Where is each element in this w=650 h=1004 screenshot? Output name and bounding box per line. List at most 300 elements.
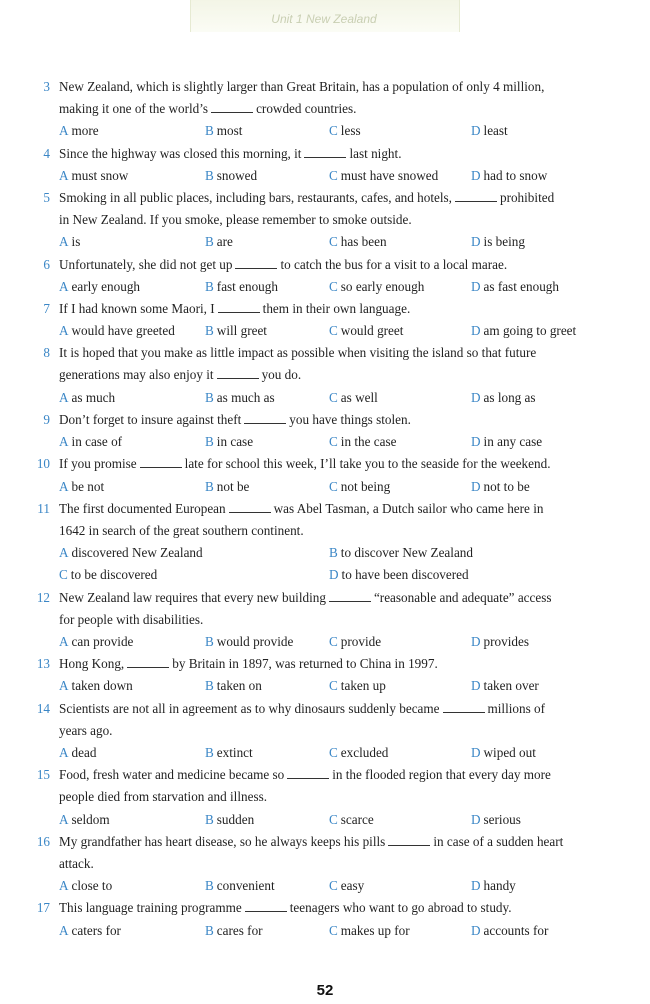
option-text: in case — [216, 434, 254, 450]
text-segment: If I had known some Maori, I — [59, 301, 215, 316]
option-letter: A — [59, 545, 69, 561]
question-text — [59, 76, 621, 120]
question-line — [59, 254, 621, 276]
question-line — [59, 698, 621, 720]
options-row — [59, 165, 619, 187]
question-line — [59, 720, 621, 742]
text-segment: crowded countries. — [256, 101, 357, 116]
option-text: handy — [483, 878, 516, 894]
option-b[interactable] — [329, 542, 473, 564]
option-text: as fast enough — [483, 278, 559, 294]
option-letter: D — [471, 878, 481, 894]
option-d[interactable] — [471, 165, 547, 187]
option-letter: D — [471, 744, 481, 760]
text-segment: It is hoped that you make as little impact as possible when visiting the island so that future — [59, 345, 537, 361]
option-text: in case of — [71, 434, 123, 450]
option-text: is being — [483, 234, 525, 250]
answer-blank — [455, 188, 497, 202]
option-c[interactable] — [329, 231, 387, 253]
option-c[interactable] — [329, 387, 378, 409]
option-letter: A — [59, 234, 69, 250]
option-text: convenient — [216, 878, 275, 894]
option-letter: B — [205, 434, 214, 450]
option-d[interactable] — [471, 387, 536, 409]
option-text: has been — [340, 234, 387, 250]
options-row — [59, 875, 619, 897]
question-number: 13 — [36, 656, 50, 672]
option-letter: C — [329, 678, 338, 694]
text-segment: for people with disabilities. — [59, 611, 204, 627]
option-letter: A — [59, 434, 69, 450]
option-letter: D — [471, 678, 481, 694]
option-letter: C — [329, 922, 338, 938]
option-letter: C — [329, 323, 338, 339]
text-segment: them in their own language. — [262, 301, 411, 316]
option-text: provide — [340, 633, 382, 649]
option-c[interactable] — [329, 276, 424, 298]
unit-title: Unit 1 New Zealand — [271, 12, 377, 26]
option-letter: B — [329, 545, 338, 561]
option-text: excluded — [340, 744, 389, 760]
option-text: taken up — [340, 678, 386, 694]
option-b[interactable] — [205, 231, 233, 253]
option-text: as long as — [483, 389, 536, 405]
option-text: accounts for — [483, 922, 549, 938]
option-text: in any case — [483, 434, 543, 450]
option-c[interactable] — [329, 675, 386, 697]
question-number: 9 — [43, 412, 50, 427]
option-text: cares for — [216, 922, 263, 938]
option-text: to have been discovered — [341, 567, 469, 583]
answer-blank — [304, 144, 346, 158]
text-segment: Hong Kong, — [59, 656, 125, 672]
question-line — [59, 187, 621, 209]
option-d[interactable] — [471, 231, 525, 253]
option-letter: D — [471, 922, 481, 938]
question-line — [59, 520, 621, 542]
option-b[interactable] — [205, 742, 253, 764]
option-b[interactable] — [205, 120, 242, 142]
text-segment: The first documented European — [59, 500, 226, 516]
option-text: to be discovered — [70, 567, 158, 583]
options-row — [59, 120, 619, 142]
option-letter: D — [471, 323, 481, 339]
option-letter: D — [471, 278, 481, 294]
option-text: must snow — [71, 167, 129, 183]
option-letter: C — [329, 434, 338, 450]
option-letter: D — [471, 123, 481, 139]
question-text — [59, 897, 621, 919]
question-text — [59, 298, 621, 320]
answer-blank — [245, 898, 287, 912]
option-text: am going to greet — [483, 323, 577, 339]
answer-blank — [140, 454, 182, 468]
option-letter: A — [59, 633, 69, 649]
option-text: caters for — [71, 922, 121, 938]
text-segment: in the flooded region that every day more — [332, 767, 551, 783]
option-letter: B — [205, 878, 214, 894]
question-number: 16 — [36, 833, 50, 849]
option-text: scarce — [340, 811, 374, 827]
text-segment: making it one of the world’s — [59, 101, 209, 116]
option-letter: A — [59, 811, 69, 827]
option-letter: A — [59, 878, 69, 894]
option-letter: B — [205, 278, 214, 294]
option-text: snowed — [216, 167, 258, 183]
option-text: in the case — [340, 434, 397, 450]
option-text: seldom — [71, 811, 110, 827]
option-letter: B — [205, 167, 214, 183]
answer-blank — [287, 765, 329, 779]
question-number: 7 — [43, 301, 50, 316]
option-text: would greet — [340, 323, 404, 339]
option-a[interactable] — [59, 476, 104, 498]
option-c[interactable] — [329, 809, 374, 831]
question-line — [59, 298, 621, 320]
option-a[interactable] — [59, 742, 96, 764]
option-d[interactable] — [471, 742, 536, 764]
option-text: provides — [483, 633, 529, 649]
text-segment: last night. — [349, 145, 402, 161]
option-a[interactable] — [59, 542, 203, 564]
option-a[interactable] — [59, 276, 140, 298]
text-segment: teenagers who want to go abroad to study. — [289, 900, 512, 916]
answer-blank — [211, 99, 253, 113]
text-segment: Don’t forget to insure against theft — [59, 412, 242, 427]
question-number: 8 — [43, 345, 50, 361]
question-number: 15 — [36, 767, 50, 783]
option-a[interactable] — [59, 875, 112, 897]
option-a[interactable] — [59, 231, 80, 253]
option-text: as much as — [216, 389, 275, 405]
option-a[interactable] — [59, 431, 122, 453]
option-letter: A — [59, 389, 69, 405]
question-line — [59, 897, 621, 919]
option-letter: B — [205, 478, 214, 494]
option-text: extinct — [216, 744, 253, 760]
question-text — [59, 653, 621, 675]
text-segment: in case of a sudden heart — [433, 833, 564, 849]
question-line — [59, 853, 621, 875]
text-segment: New Zealand, which is slightly larger than Great Britain, has a population of only 4 million, — [59, 79, 545, 94]
text-segment: you do. — [261, 367, 302, 383]
option-b[interactable] — [205, 631, 293, 653]
option-a[interactable] — [59, 675, 133, 697]
option-letter: B — [205, 744, 214, 760]
option-letter: B — [205, 234, 214, 250]
option-text: least — [483, 123, 508, 139]
option-letter: A — [59, 678, 69, 694]
option-a[interactable] — [59, 631, 133, 653]
option-letter: C — [329, 878, 338, 894]
option-text: more — [71, 123, 99, 139]
text-segment: you have things stolen. — [289, 412, 411, 427]
option-letter: A — [59, 744, 69, 760]
option-d[interactable] — [471, 809, 521, 831]
question-number: 3 — [43, 79, 50, 94]
option-c[interactable] — [329, 920, 410, 942]
answer-blank — [443, 699, 485, 713]
answer-blank — [235, 255, 277, 269]
text-segment: Food, fresh water and medicine became so — [59, 767, 285, 783]
option-text: not to be — [483, 478, 530, 494]
option-a[interactable] — [59, 920, 121, 942]
option-text: dead — [71, 744, 97, 760]
option-letter: C — [329, 478, 338, 494]
option-letter: A — [59, 478, 69, 494]
option-text: easy — [340, 878, 365, 894]
answer-blank — [229, 499, 271, 513]
option-text: early enough — [71, 278, 141, 294]
option-b[interactable] — [205, 920, 263, 942]
text-segment: to catch the bus for a visit to a local marae. — [280, 256, 508, 272]
page-number: 52 — [316, 982, 334, 999]
question-line — [59, 98, 621, 120]
option-d[interactable] — [471, 431, 542, 453]
option-letter: A — [59, 123, 69, 139]
option-d[interactable] — [329, 564, 469, 586]
answer-blank — [217, 365, 259, 379]
option-text: would have greeted — [71, 323, 175, 339]
text-segment: years ago. — [59, 722, 113, 738]
options-row — [59, 742, 619, 764]
option-c[interactable] — [329, 431, 396, 453]
option-c[interactable] — [329, 631, 381, 653]
option-letter: D — [329, 567, 339, 583]
option-b[interactable] — [205, 875, 275, 897]
option-a[interactable] — [59, 120, 99, 142]
options-row — [59, 631, 619, 653]
text-segment: by Britain in 1897, was returned to China in 1997. — [172, 656, 438, 672]
option-letter: B — [205, 678, 214, 694]
option-letter: A — [59, 323, 69, 339]
question-line — [59, 409, 621, 431]
option-d[interactable] — [471, 276, 559, 298]
option-letter: C — [329, 389, 338, 405]
option-b[interactable] — [205, 165, 257, 187]
text-segment: people died from starvation and illness. — [59, 789, 268, 805]
option-text: less — [340, 123, 361, 139]
text-segment: millions of — [487, 700, 546, 716]
question-text — [59, 453, 621, 475]
text-segment: 1642 in search of the great southern continent. — [59, 522, 304, 538]
option-text: as well — [340, 389, 378, 405]
text-segment: New Zealand law requires that every new building — [59, 589, 326, 605]
text-segment: Unfortunately, she did not get up — [59, 256, 233, 272]
option-c[interactable] — [329, 476, 390, 498]
options-row — [59, 920, 619, 942]
option-a[interactable] — [59, 165, 128, 187]
question-line — [59, 76, 621, 98]
question-text — [59, 187, 621, 231]
question-number: 4 — [43, 145, 50, 161]
option-d[interactable] — [471, 675, 539, 697]
text-segment: Smoking in all public places, including bars, restaurants, cafes, and hotels, — [59, 190, 452, 205]
option-d[interactable] — [471, 631, 529, 653]
text-segment: If you promise — [59, 456, 137, 472]
question-number: 6 — [43, 256, 50, 272]
question-number: 11 — [37, 500, 50, 516]
option-text: not be — [216, 478, 250, 494]
text-segment: in New Zealand. If you smoke, please remember to smoke outside. — [59, 212, 412, 227]
text-segment: My grandfather has heart disease, so he always keeps his pills — [59, 833, 386, 849]
option-letter: D — [471, 478, 481, 494]
question-number: 12 — [36, 589, 50, 605]
option-text: taken on — [216, 678, 262, 694]
text-segment: This language training programme — [59, 900, 242, 916]
option-b[interactable] — [205, 320, 267, 342]
option-text: discovered New Zealand — [71, 545, 203, 561]
option-letter: C — [329, 167, 338, 183]
question-text — [59, 254, 621, 276]
option-text: would provide — [216, 633, 294, 649]
text-segment: attack. — [59, 855, 94, 871]
options-row — [59, 231, 619, 253]
option-text: taken down — [71, 678, 133, 694]
option-text: not being — [340, 478, 391, 494]
option-a[interactable] — [59, 809, 110, 831]
question-number: 17 — [36, 900, 50, 916]
answer-blank — [218, 299, 260, 313]
question-line — [59, 143, 621, 165]
question-text — [59, 587, 621, 631]
option-d[interactable] — [471, 320, 576, 342]
option-c[interactable] — [329, 120, 361, 142]
options-row — [59, 431, 619, 453]
option-a[interactable] — [59, 320, 175, 342]
question-number: 5 — [43, 190, 50, 205]
text-segment: generations may also enjoy it — [59, 367, 214, 383]
options-row — [59, 476, 619, 498]
option-letter: D — [471, 389, 481, 405]
option-c[interactable] — [329, 875, 364, 897]
option-text: be not — [71, 478, 105, 494]
option-text: will greet — [216, 323, 267, 339]
option-letter: C — [59, 567, 68, 583]
option-text: close to — [71, 878, 113, 894]
option-b[interactable] — [205, 809, 254, 831]
option-letter: A — [59, 278, 69, 294]
option-letter: B — [205, 123, 214, 139]
option-c[interactable] — [59, 564, 157, 586]
option-b[interactable] — [205, 276, 278, 298]
options-row — [59, 809, 619, 831]
options-row — [59, 276, 619, 298]
question-text — [59, 498, 621, 542]
option-b[interactable] — [205, 675, 262, 697]
question-text — [59, 409, 621, 431]
question-text — [59, 831, 621, 875]
option-d[interactable] — [471, 875, 516, 897]
question-line — [59, 831, 621, 853]
option-letter: C — [329, 811, 338, 827]
question-text — [59, 698, 621, 742]
text-segment: “reasonable and adequate” access — [373, 589, 552, 605]
option-letter: B — [205, 389, 214, 405]
question-line — [59, 764, 621, 786]
option-text: serious — [483, 811, 521, 827]
option-b[interactable] — [205, 387, 275, 409]
option-text: must have snowed — [340, 167, 439, 183]
option-letter: A — [59, 167, 69, 183]
question-text — [59, 143, 621, 165]
question-text — [59, 342, 621, 386]
option-d[interactable] — [471, 920, 548, 942]
option-letter: C — [329, 123, 338, 139]
text-segment: late for school this week, I’ll take you to the seaside for the weekend. — [184, 456, 551, 472]
option-letter: D — [471, 633, 481, 649]
option-d[interactable] — [471, 476, 530, 498]
question-line — [59, 364, 621, 386]
question-line — [59, 342, 621, 364]
question-line — [59, 209, 621, 231]
question-line — [59, 609, 621, 631]
question-line — [59, 653, 621, 675]
text-segment: Scientists are not all in agreement as to why dinosaurs suddenly became — [59, 700, 440, 716]
option-letter: B — [205, 811, 214, 827]
option-text: so early enough — [340, 278, 425, 294]
option-text: had to snow — [483, 167, 548, 183]
option-letter: D — [471, 234, 481, 250]
option-c[interactable] — [329, 320, 403, 342]
question-text — [59, 764, 621, 808]
option-letter: B — [205, 922, 214, 938]
options-row — [59, 542, 619, 564]
option-b[interactable] — [205, 476, 249, 498]
option-letter: D — [471, 434, 481, 450]
option-c[interactable] — [329, 742, 388, 764]
option-text: wiped out — [483, 744, 536, 760]
options-row — [59, 387, 619, 409]
option-letter: C — [329, 744, 338, 760]
question-number: 10 — [36, 456, 50, 472]
option-b[interactable] — [205, 431, 253, 453]
options-row — [59, 675, 619, 697]
text-segment: prohibited — [499, 190, 555, 205]
option-text: is — [71, 234, 81, 250]
option-letter: D — [471, 167, 481, 183]
option-text: taken over — [483, 678, 539, 694]
question-number: 14 — [36, 700, 50, 716]
option-text: sudden — [216, 811, 255, 827]
option-letter: C — [329, 234, 338, 250]
option-letter: A — [59, 922, 69, 938]
option-c[interactable] — [329, 165, 438, 187]
option-text: are — [216, 234, 233, 250]
answer-blank — [127, 654, 169, 668]
option-letter: C — [329, 633, 338, 649]
question-line — [59, 453, 621, 475]
answer-blank — [329, 588, 371, 602]
option-text: to discover New Zealand — [340, 545, 473, 561]
option-text: fast enough — [216, 278, 278, 294]
answer-blank — [388, 832, 430, 846]
question-line — [59, 498, 621, 520]
options-row — [59, 320, 619, 342]
option-a[interactable] — [59, 387, 115, 409]
option-letter: B — [205, 633, 214, 649]
option-d[interactable] — [471, 120, 508, 142]
text-segment: Since the highway was closed this morning, it — [59, 145, 302, 161]
text-segment: was Abel Tasman, a Dutch sailor who came here in — [273, 500, 544, 516]
option-text: makes up for — [340, 922, 410, 938]
option-text: most — [216, 123, 243, 139]
option-text: as much — [71, 389, 116, 405]
answer-blank — [244, 410, 286, 424]
question-line — [59, 587, 621, 609]
options-row — [59, 564, 619, 586]
question-line — [59, 786, 621, 808]
